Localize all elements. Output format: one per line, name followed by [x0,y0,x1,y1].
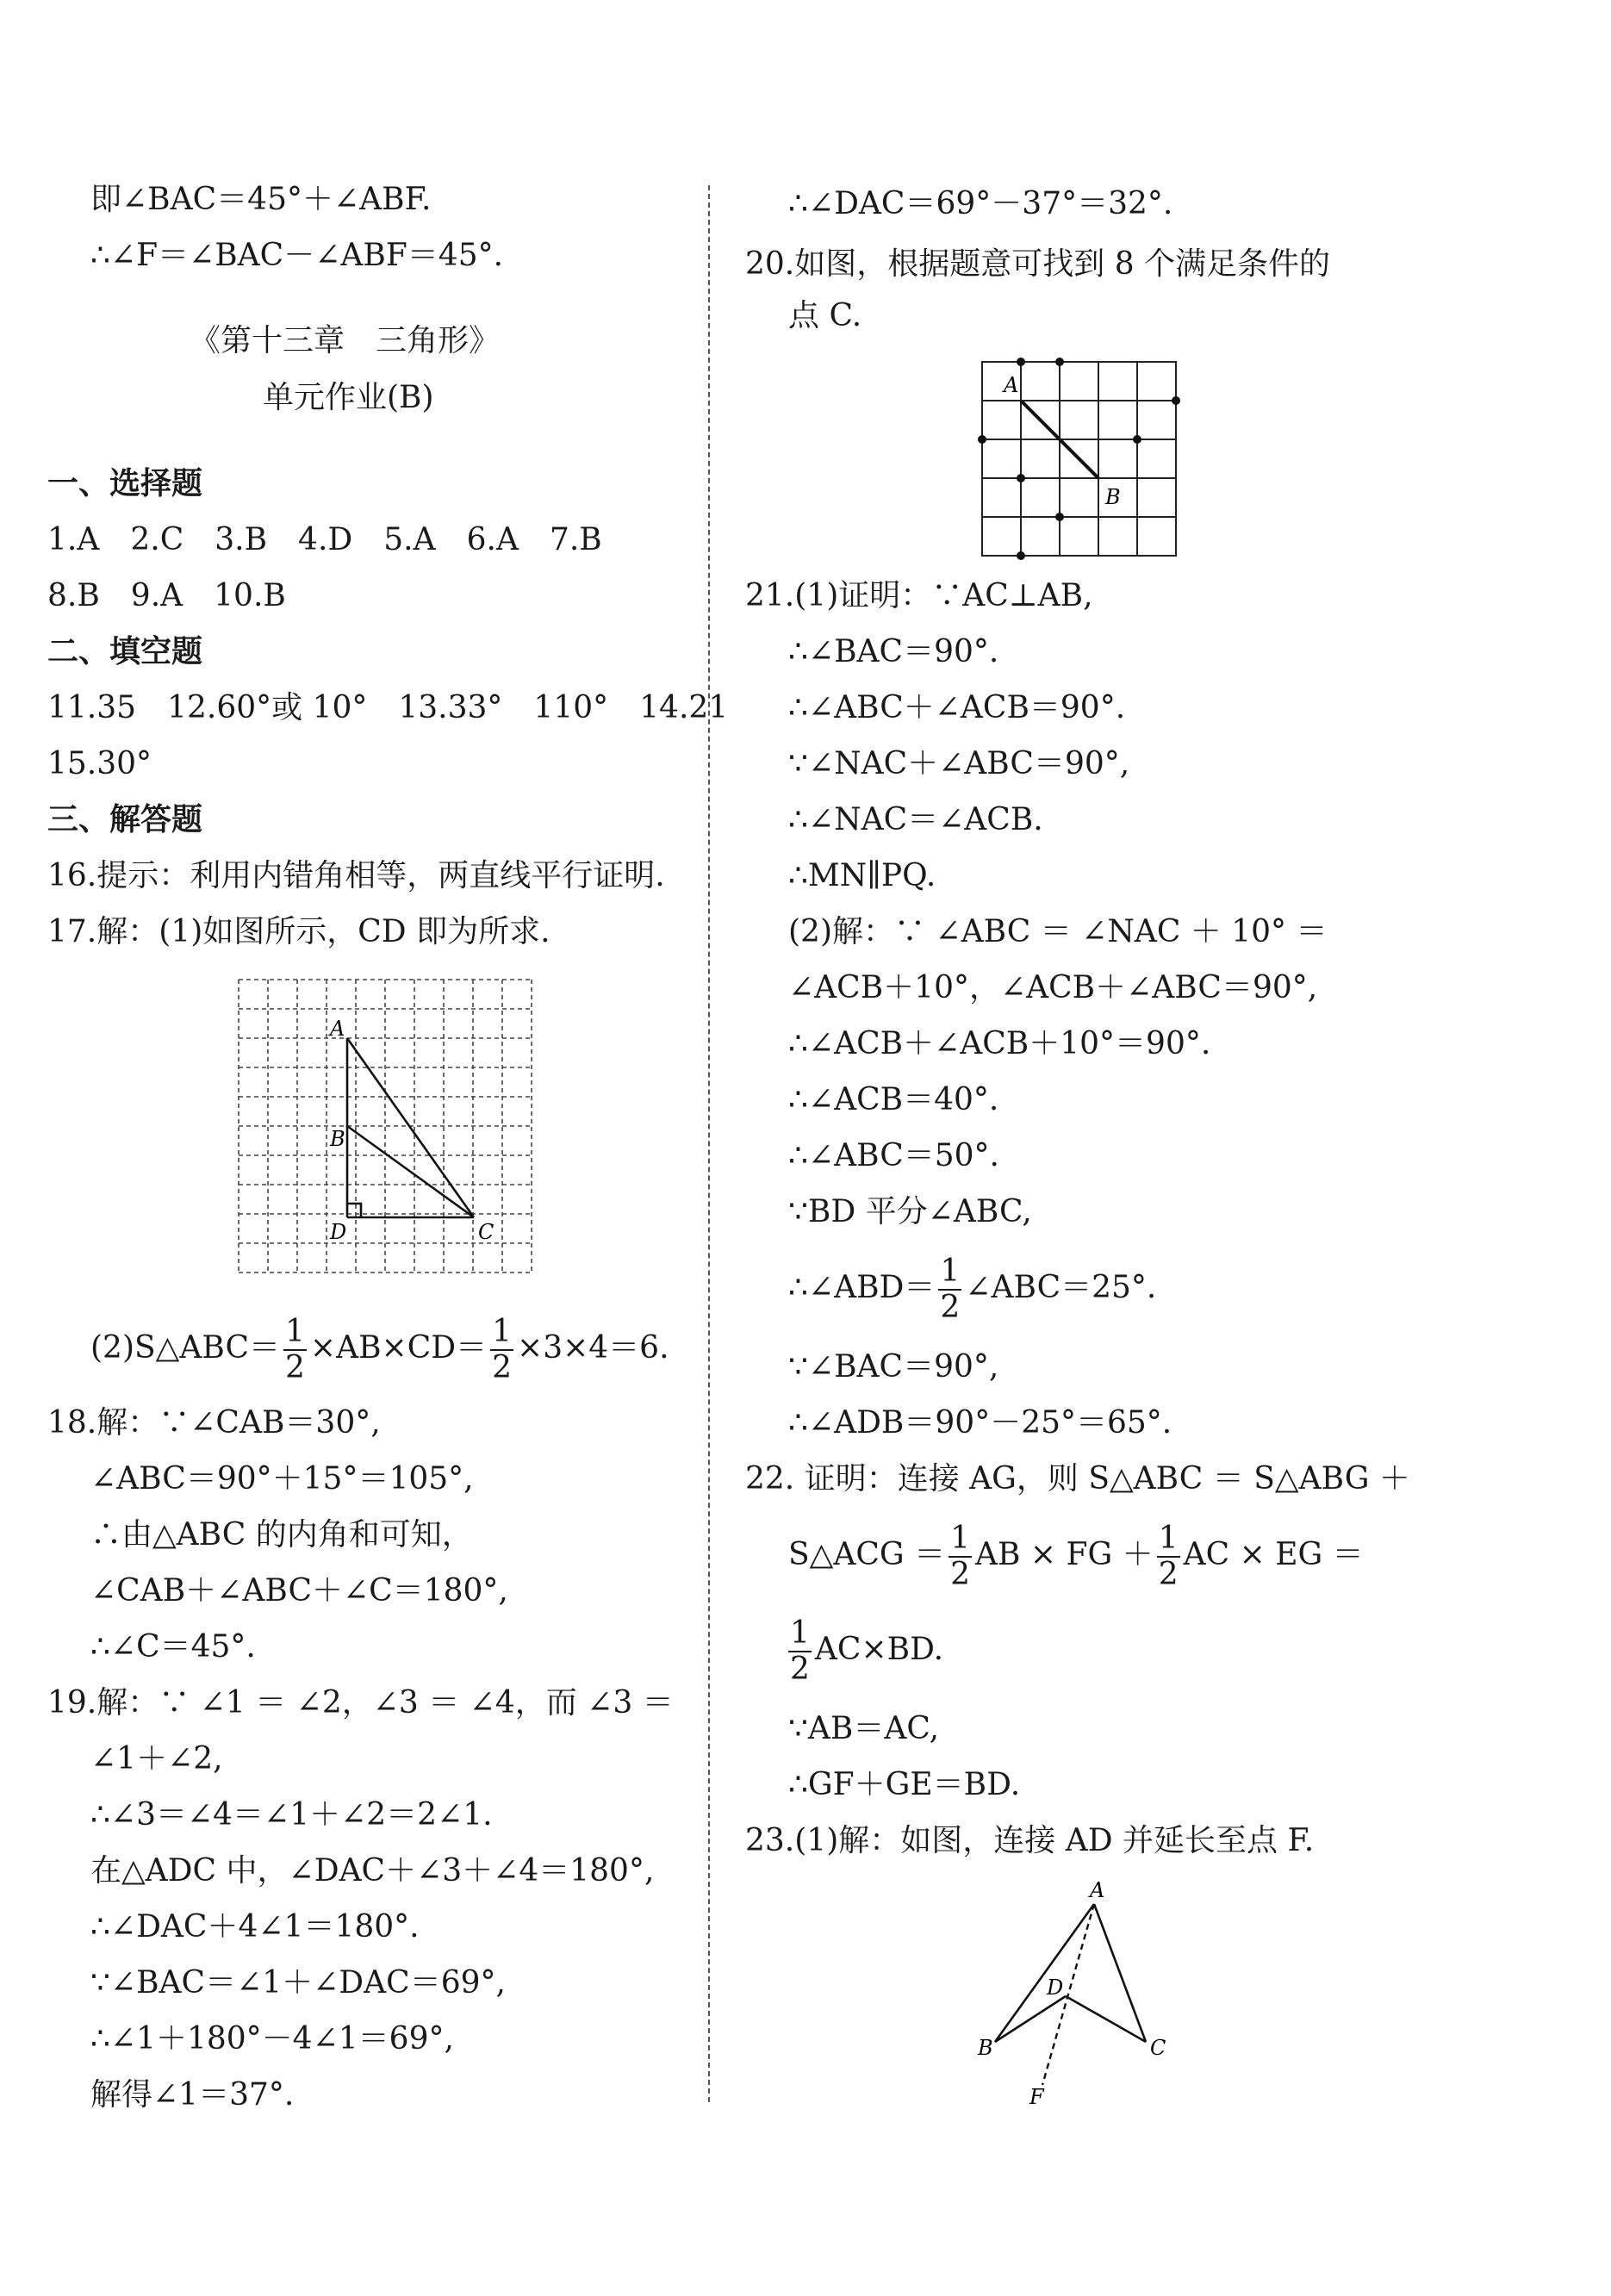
q22-line-2 [788,1516,1364,1594]
fig20-label-a: A [1004,373,1019,397]
q17-part2-mid: ×AB×CD＝ [309,1330,488,1366]
q17-part2-end: ×3×4＝6. [517,1330,669,1366]
q19-line-2: ∠1＋∠2, [90,1741,223,1776]
frac-num: 1 [492,1314,513,1349]
fig23-label-f: F [1029,2085,1044,2106]
section-heading-fill: 二、填空题 [47,634,203,669]
fraction-half [938,1254,961,1325]
q19-line-5: ∴∠DAC＋4∠1＝180°. [90,1909,420,1944]
column-divider [708,185,710,2102]
fig17-label-c: C [478,1220,494,1244]
frac-den: 2 [940,1290,961,1325]
right-line-1: ∴∠DAC＝69°－37°＝32°. [788,186,1173,221]
q19-line-4: 在△ADC 中，∠DAC＋∠3＋∠4＝180°, [90,1853,655,1888]
q22-2-end: AC × EG ＝ [1183,1537,1364,1572]
section-heading-solve: 三、解答题 [47,802,203,837]
q19-line-3: ∴∠3＝∠4＝∠1＋∠2＝2∠1. [90,1797,493,1832]
fill-answers-2: 15.30° [47,746,152,781]
frac-den: 2 [1158,1557,1179,1592]
section-heading-choice: 一、选择题 [47,466,203,501]
q18-line-4: ∠CAB＋∠ABC＋∠C＝180°, [90,1573,508,1608]
unit-title: 单元作业(B) [263,380,434,415]
q20-line-2: 点 C. [788,298,862,333]
q21-line-12: ∵BD 平分∠ABC, [788,1194,1032,1229]
q21-line-15: ∴∠ADB＝90°－25°＝65°. [788,1405,1172,1440]
q21-line-10: ∴∠ACB＝40°. [788,1082,999,1117]
q21-line-8: ∠ACB＋10°，∠ACB＋∠ABC＝90°, [788,970,1318,1005]
q21-line-4: ∵∠NAC＋∠ABC＝90°, [788,746,1130,781]
figure-17-grid-triangle [237,978,534,1275]
fig23-label-b: B [978,2036,993,2060]
grid-point [1172,396,1180,405]
q21-line-3: ∴∠ABC＋∠ACB＝90°. [788,690,1126,725]
frac-den: 2 [950,1557,970,1592]
frac-num: 1 [950,1521,970,1556]
q21-line-5: ∴∠NAC＝∠ACB. [788,802,1043,837]
frac-den: 2 [492,1350,513,1385]
q18-line-3: ∴由△ABC 的内角和可知， [90,1517,473,1552]
fraction-half [490,1315,513,1385]
fill-answers-1: 11.35 12.60°或 10° 13.33° 110° 14.21 [47,690,729,725]
q17-part2-pre: (2)S△ABC＝ [90,1330,281,1366]
q21-line-14: ∵∠BAC＝90°, [788,1349,999,1384]
frac-den: 2 [285,1350,305,1385]
q19-line-7: ∴∠1＋180°－4∠1＝69°, [90,2021,454,2056]
q19-line-8: 解得∠1＝37°. [90,2077,295,2112]
q17-line-1: 17.解：(1)如图所示，CD 即为所求. [47,914,550,949]
q18-line-1: 18.解：∵∠CAB＝30°, [47,1405,381,1440]
fraction-half [283,1315,307,1385]
fraction-half [949,1521,972,1592]
choice-answers-1: 1.A 2.C 3.B 4.D 5.A 6.A 7.B [47,522,602,557]
figure-23-quadrilateral [961,1878,1185,2106]
q19-line-1: 19.解：∵ ∠1 ＝ ∠2，∠3 ＝ ∠4，而 ∠3 ＝ [47,1685,674,1720]
fraction-half [788,1616,812,1687]
chapter-title: 《第十三章 三角形》 [190,323,501,358]
q22-line-1: 22. 证明：连接 AG，则 S△ABC ＝ S△ABG ＋ [745,1461,1410,1496]
q22-2-mid: AB × FG ＋ [975,1537,1154,1572]
q21-line-1: 21.(1)证明：∵AC⊥AB, [745,578,1093,613]
fig17-label-b: B [330,1127,345,1151]
fig23-label-a: A [1090,1878,1105,1902]
q22-3-end: AC×BD. [814,1632,944,1667]
q21-13-post: ∠ABC＝25°. [965,1270,1157,1305]
choice-answers-2: 8.B 9.A 10.B [47,578,286,613]
q21-line-6: ∴MN∥PQ. [788,858,936,893]
q21-line-13 [788,1249,1156,1327]
q17-part2 [90,1310,669,1387]
frac-num: 1 [790,1615,810,1651]
frac-num: 1 [1158,1521,1179,1556]
fig20-label-b: B [1105,485,1121,509]
fig17-label-a: A [330,1017,345,1041]
frac-num: 1 [285,1314,305,1349]
grid-point [1055,513,1064,521]
q19-line-6: ∵∠BAC＝∠1＋∠DAC＝69°, [90,1965,506,2000]
q22-line-3 [788,1611,943,1689]
q21-line-2: ∴∠BAC＝90°. [788,634,999,669]
q21-line-7: (2)解：∵ ∠ABC ＝ ∠NAC ＋ 10° ＝ [788,914,1328,949]
fig23-label-c: C [1150,2036,1166,2060]
q16: 16.提示：利用内错角相等，两直线平行证明. [47,858,665,893]
q21-13-pre: ∴∠ABD＝ [788,1270,936,1305]
q18-line-2: ∠ABC＝90°＋15°＝105°, [90,1461,474,1496]
q18-line-5: ∴∠C＝45°. [90,1629,256,1664]
q21-line-11: ∴∠ABC＝50°. [788,1138,999,1173]
grid-point [978,435,986,444]
left-line-2: ∴∠F＝∠BAC－∠ABF＝45°. [90,238,504,273]
q20-line-1: 20.如图，根据题意可找到 8 个满足条件的 [745,246,1331,282]
fraction-half [1157,1521,1180,1592]
figure-20-grid-points [978,358,1180,560]
frac-num: 1 [940,1254,961,1289]
left-line-1: 即∠BAC＝45°＋∠ABF. [90,182,432,217]
grid-point [1133,435,1141,444]
q21-line-9: ∴∠ACB＋∠ACB＋10°＝90°. [788,1026,1211,1061]
q22-2-pre: S△ACG ＝ [788,1537,946,1572]
frac-den: 2 [790,1652,810,1687]
grid-point [1017,551,1025,560]
grid-point [1017,474,1025,482]
fig23-label-d: D [1047,1976,1064,2000]
q23-line-1: 23.(1)解：如图，连接 AD 并延长至点 F. [745,1823,1315,1858]
grid-point [1055,358,1064,366]
q22-line-5: ∴GF＋GE＝BD. [788,1767,1021,1802]
q22-line-4: ∵AB＝AC, [788,1711,940,1746]
fig17-label-d: D [330,1220,347,1244]
grid-point [1017,358,1025,366]
